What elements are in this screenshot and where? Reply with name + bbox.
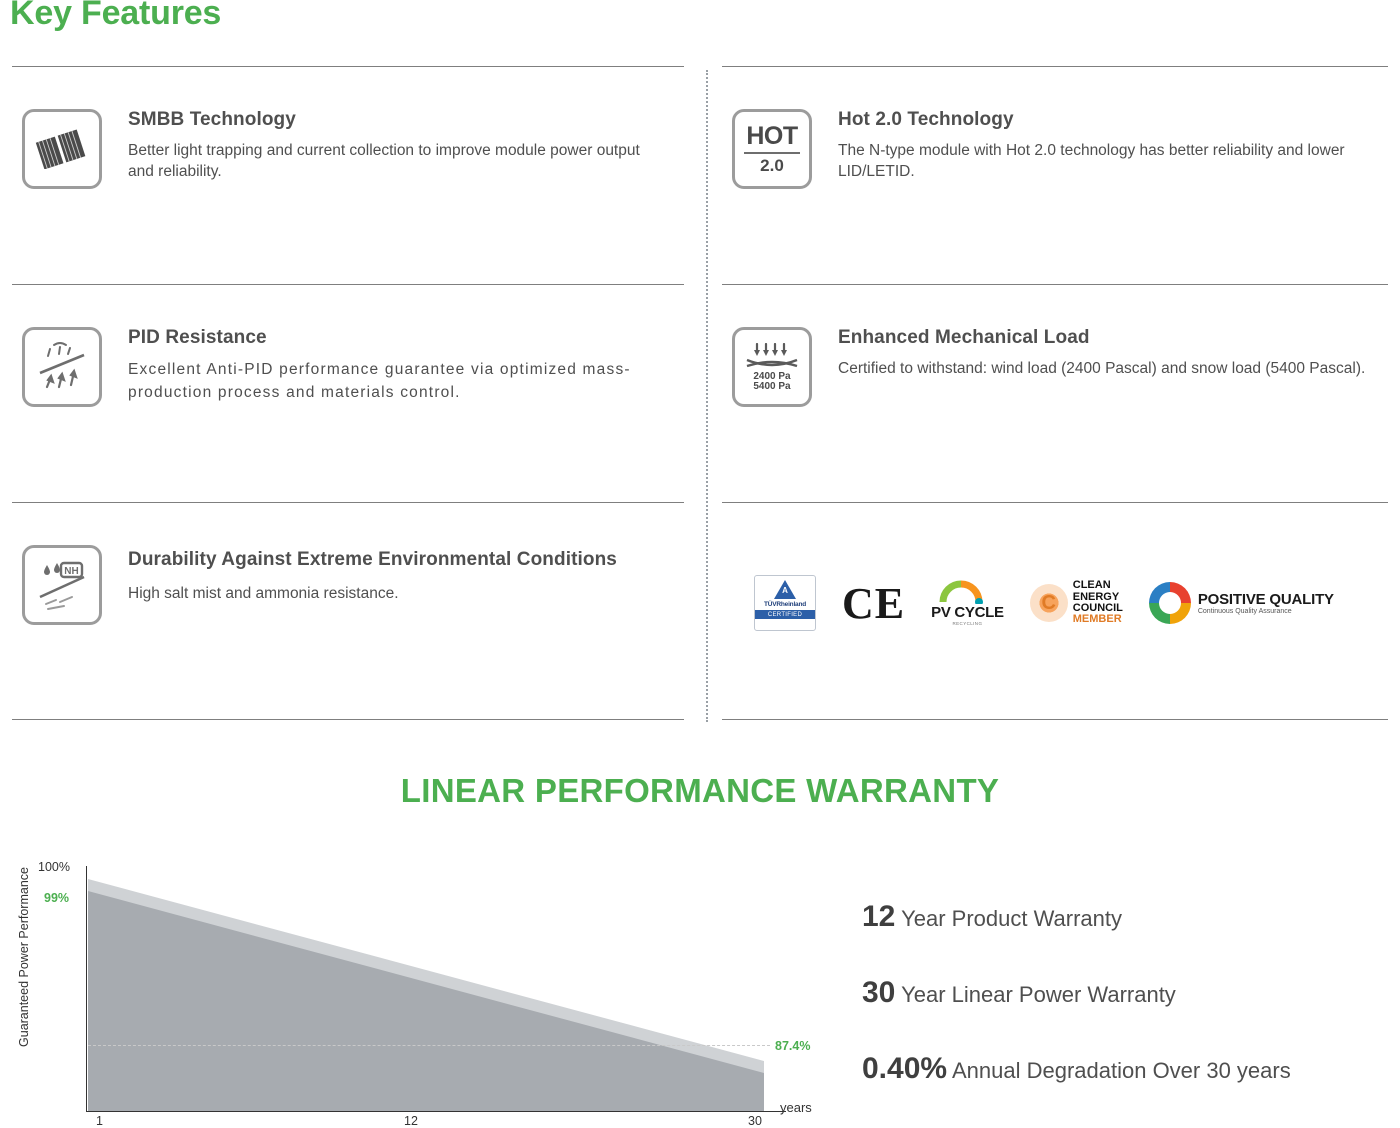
warranty-number: 0.40%	[862, 1052, 948, 1085]
chart-area-shape	[88, 879, 764, 1111]
warranty-text: Annual Degradation Over 30 years	[947, 1058, 1291, 1083]
feature-description: High salt mist and ammonia resistance.	[128, 585, 399, 603]
feature-description: Better light trapping and current collection to improve module power output and reliability.	[128, 142, 640, 181]
warranty-text: Year Product Warranty	[895, 906, 1123, 931]
chart-87-4-reference-line	[88, 1045, 770, 1046]
feature-description: The N-type module with Hot 2.0 technology has better reliability and lower LID/LETID.	[838, 142, 1345, 181]
warranty-item-linear-power	[862, 976, 1400, 1010]
positive-quality-sub: Continuous Quality Assurance	[1197, 608, 1292, 615]
feature-description: Certified to withstand: wind load (2400 Pascal) and snow load (5400 Pascal).	[838, 360, 1366, 377]
tuv-mark: A	[782, 586, 788, 595]
chart-y-tick-87-4: 87.4%	[775, 1039, 811, 1053]
vertical-divider	[706, 70, 708, 722]
hot-2-0-icon	[732, 109, 812, 189]
cec-line2: ENERGY	[1072, 590, 1120, 603]
chart-y-tick-100: 100%	[38, 860, 70, 874]
pid-resistance-icon	[22, 327, 102, 407]
cec-line4: MEMBER	[1072, 613, 1122, 626]
feature-card-smbb	[12, 66, 684, 284]
mechanical-load-label-bottom: 5400 Pa	[753, 380, 791, 392]
cec-line1: CLEAN	[1072, 579, 1111, 592]
positive-quality-ring-icon	[1149, 582, 1191, 624]
cec-sun-icon	[1030, 584, 1068, 622]
feature-title: Enhanced Mechanical Load	[838, 327, 1090, 348]
warranty-items	[862, 900, 1400, 1128]
warranty-title: LINEAR PERFORMANCE WARRANTY	[400, 772, 1000, 809]
warranty-number: 12	[862, 900, 896, 933]
ammonia-salt-mist-icon	[22, 545, 102, 625]
cec-mark: C	[1041, 591, 1056, 614]
features-left-column	[12, 66, 684, 720]
feature-card-pid	[12, 284, 684, 502]
certifications-card	[722, 502, 1388, 720]
pv-cycle-sub: RECYCLING	[952, 621, 983, 626]
chart-x-tick-30: 30	[748, 1114, 762, 1128]
chart-y-tick-99: 99%	[44, 891, 70, 905]
positive-quality-logo	[1149, 582, 1334, 624]
chart-x-tick-12: 12	[404, 1114, 418, 1128]
hot-icon-label-bottom: 2.0	[760, 156, 784, 175]
feature-card-durability	[12, 502, 684, 720]
feature-title: Durability Against Extreme Environmental Conditions	[128, 549, 617, 570]
warranty-text: Year Linear Power Warranty	[895, 982, 1176, 1007]
tuv-rheinland-logo	[754, 575, 816, 631]
feature-card-hot20	[722, 66, 1388, 284]
chart-y-axis	[86, 866, 87, 1111]
mechanical-load-label-top: 2400 Pa	[753, 370, 791, 382]
feature-description: Excellent Anti-PID performance guarantee via optimized mass-production process and materials control.	[128, 361, 631, 402]
chart-y-axis-label: Guaranteed Power Performance	[17, 867, 31, 1047]
warranty-item-degradation	[862, 1052, 1400, 1086]
warranty-item-product	[862, 900, 1400, 934]
hot-icon-label-top: HOT	[746, 122, 798, 150]
positive-quality-label: POSITIVE QUALITY	[1197, 591, 1334, 608]
features-right-column	[722, 66, 1388, 720]
warranty-chart	[0, 846, 840, 1127]
tuv-name: TÜVRheinland	[763, 601, 807, 608]
chart-x-axis	[86, 1111, 786, 1112]
page-title: Key Features	[10, 0, 222, 32]
feature-card-mechanical-load	[722, 284, 1388, 502]
feature-title: SMBB Technology	[128, 109, 296, 130]
pv-cycle-arc-icon	[933, 580, 1001, 604]
chart-x-tick-1: 1	[96, 1114, 103, 1128]
certification-logos	[722, 503, 1388, 631]
mechanical-load-icon	[732, 327, 812, 407]
chart-x-axis-label: years	[780, 1100, 812, 1115]
feature-title: PID Resistance	[128, 327, 267, 348]
ce-mark-logo: CE	[842, 578, 906, 628]
clean-energy-council-logo	[1030, 580, 1123, 626]
cec-line3: COUNCIL	[1072, 602, 1123, 614]
feature-title: Hot 2.0 Technology	[838, 109, 1014, 130]
pv-cycle-logo	[931, 580, 1004, 626]
tuv-certified-label: CERTIFIED	[755, 610, 815, 619]
svg-text:NH: NH	[64, 566, 79, 577]
warranty-number: 30	[862, 976, 896, 1009]
pv-cycle-label: PV CYCLE	[931, 604, 1004, 621]
key-features-grid	[0, 66, 1400, 726]
solar-cell-icon	[22, 109, 102, 189]
